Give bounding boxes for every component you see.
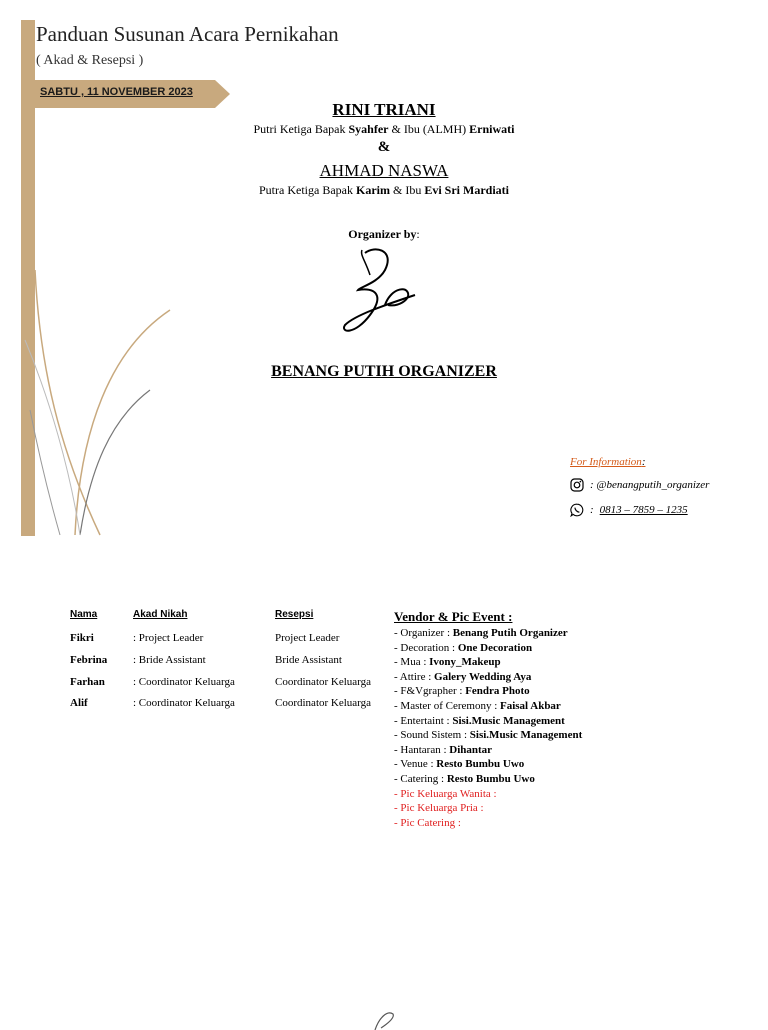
organizer-company: BENANG PUTIH ORGANIZER bbox=[271, 363, 497, 380]
decorative-curves bbox=[20, 250, 220, 540]
groom-parents bbox=[0, 183, 768, 198]
organizer-label-row bbox=[0, 225, 768, 243]
crew-name: Fikri bbox=[70, 632, 94, 644]
groom-name: AHMAD NASWA bbox=[319, 161, 449, 180]
instagram-handle[interactable]: : @benangputih_organizer bbox=[590, 479, 710, 491]
col-header-akad: Akad Nikah bbox=[133, 609, 188, 620]
vendor-item: - Decoration : One Decoration bbox=[394, 641, 533, 654]
col-header-name: Nama bbox=[70, 609, 98, 620]
info-label bbox=[570, 456, 645, 468]
whatsapp-prefix: : bbox=[590, 504, 594, 516]
groom-parents-prefix: Putra Ketiga Bapak bbox=[259, 183, 353, 197]
crew-name: Alif bbox=[70, 697, 88, 709]
vendor-item: - Venue : Resto Bumbu Uwo bbox=[394, 758, 525, 771]
info-label-colon: : bbox=[641, 456, 646, 468]
vendor-title: Vendor & Pic Event : bbox=[394, 609, 513, 624]
vendor-item: - F&Vgrapher : Fendra Photo bbox=[394, 685, 530, 698]
ampersand: & bbox=[377, 139, 391, 155]
vendor-item: - Entertaint : Sisi.Music Management bbox=[394, 714, 565, 727]
vendor-item: - Catering : Resto Bumbu Uwo bbox=[394, 772, 535, 785]
bride-father: Syahfer bbox=[348, 122, 389, 136]
signature-logo-partial bbox=[365, 1000, 405, 1030]
groom-mother: Evi Sri Mardiati bbox=[424, 183, 509, 197]
crew-name: Febrina bbox=[70, 654, 108, 666]
bride-parents-prefix: Putri Ketiga Bapak bbox=[253, 122, 346, 136]
groom-father: Karim bbox=[355, 183, 390, 197]
crew-akad: : Coordinator Keluarga bbox=[133, 676, 235, 688]
vendor-item: - Sound Sistem : Sisi.Music Management bbox=[394, 729, 583, 742]
vendor-item: - Attire : Galery Wedding Aya bbox=[394, 670, 532, 683]
vendor-item: - Master of Ceremony : Faisal Akbar bbox=[394, 699, 561, 712]
bride-parents bbox=[0, 122, 768, 137]
bride-block bbox=[0, 100, 768, 120]
crew-resepsi: Project Leader bbox=[275, 632, 340, 644]
whatsapp-row bbox=[570, 503, 688, 517]
crew-resepsi: Coordinator Keluarga bbox=[275, 676, 372, 688]
crew-akad: : Bride Assistant bbox=[133, 654, 206, 666]
page-title: Panduan Susunan Acara Pernikahan bbox=[36, 22, 339, 46]
col-header-resepsi: Resepsi bbox=[275, 609, 314, 620]
vendor-item: - Hantaran : Dihantar bbox=[394, 743, 493, 756]
crew-name: Farhan bbox=[70, 676, 105, 688]
crew-resepsi: Coordinator Keluarga bbox=[275, 697, 372, 709]
vendor-item: - Organizer : Benang Putih Organizer bbox=[394, 627, 568, 639]
organizer-colon: : bbox=[416, 227, 420, 241]
crew-resepsi: Bride Assistant bbox=[275, 654, 342, 666]
bride-mother: Erniwati bbox=[469, 122, 515, 136]
pic-item: - Pic Keluarga Pria : bbox=[394, 802, 484, 815]
crew-akad: : Coordinator Keluarga bbox=[133, 697, 235, 709]
vendor-item: - Mua : Ivony_Makeup bbox=[394, 656, 501, 669]
bride-mother-prefix: & Ibu (ALMH) bbox=[391, 122, 467, 136]
event-date: SABTU , 11 NOVEMBER 2023 bbox=[40, 86, 193, 98]
whatsapp-number[interactable]: 0813 – 7859 – 1235 bbox=[599, 504, 688, 516]
groom-mother-prefix: & Ibu bbox=[392, 183, 422, 197]
crew-akad: : Project Leader bbox=[133, 632, 204, 644]
instagram-row bbox=[570, 478, 709, 492]
page-subtitle: ( Akad & Resepsi ) bbox=[36, 53, 144, 68]
vendor-list bbox=[394, 626, 582, 830]
pic-item: - Pic Keluarga Wanita : bbox=[394, 787, 497, 800]
organizer-label: Organizer by bbox=[348, 227, 417, 241]
whatsapp-icon[interactable] bbox=[570, 503, 584, 517]
bride-name: RINI TRIANI bbox=[332, 100, 436, 119]
signature-logo bbox=[330, 245, 430, 340]
pic-item: - Pic Catering : bbox=[394, 816, 461, 829]
info-label-text: For Information bbox=[570, 456, 642, 468]
instagram-icon[interactable] bbox=[570, 478, 584, 492]
